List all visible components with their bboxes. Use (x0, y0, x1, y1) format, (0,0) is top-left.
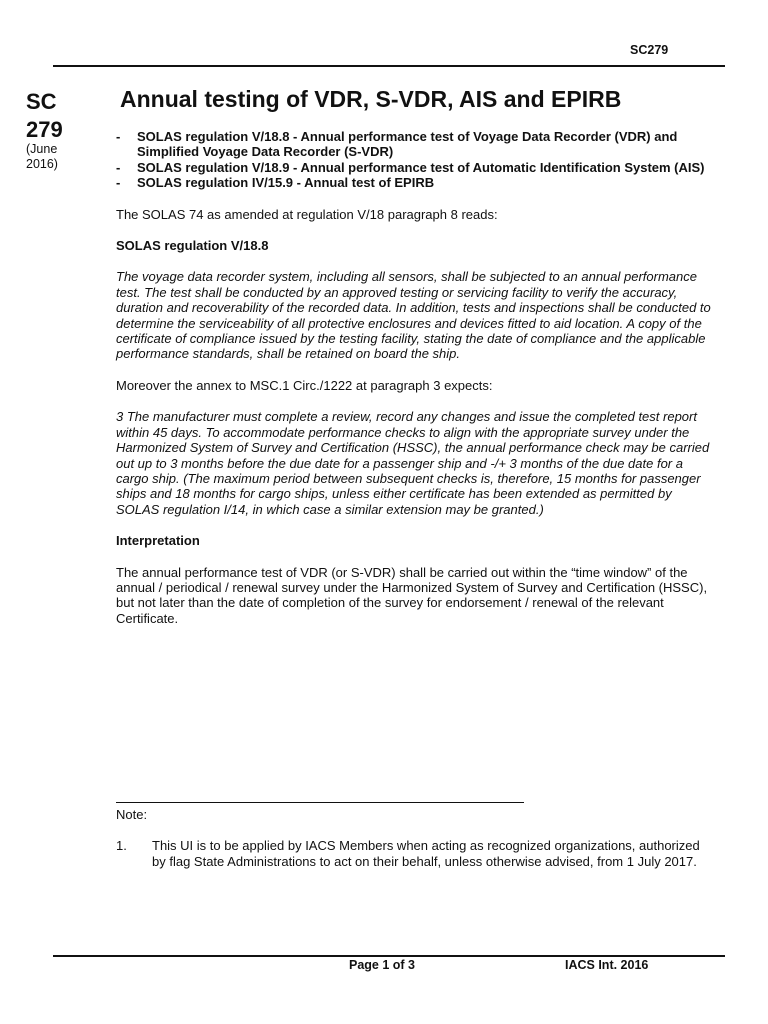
top-rule (53, 65, 725, 67)
annex-quote: 3 The manufacturer must complete a review, record any changes and issue the completed test report within 45 days. To accommodate performance checks to align with the appropriate survey under the Harmonized System of Survey and Certification (HSSC), the annual performance check may be carried out up to 3 months before the due date for a passenger ship and -/+ 3 months of the due date for a cargo ship. (The maximum period between subsequent checks is, therefore, 15 months for passenger ships and 18 months for cargo ships, unless either certificate has been extended as permitted by SOLAS regulation I/14, in which case a similar extension may be granted.) (116, 409, 710, 517)
note-label: Note: (116, 807, 148, 822)
bottom-rule (53, 955, 725, 957)
side-date-line1: (June (26, 142, 58, 156)
side-code-number: 279 (26, 117, 63, 142)
footer-organization: IACS Int. 2016 (565, 958, 649, 972)
side-code-prefix: SC (26, 89, 57, 114)
list-item (116, 129, 716, 160)
list-item (116, 160, 716, 175)
bullet-dash: - (116, 175, 121, 191)
list-item (116, 175, 716, 190)
list-item-text: SOLAS regulation V/18.8 - Annual performance test of Voyage Data Recorder (VDR) and Simplified Voyage Data Recorder (S-VDR) (137, 129, 678, 160)
list-item-text: SOLAS regulation IV/15.9 - Annual test of EPIRB (137, 175, 435, 191)
main-content (116, 129, 716, 626)
page-number: Page 1 of 3 (349, 958, 415, 972)
bullet-dash: - (116, 129, 121, 144)
document-code-header: SC279 (630, 43, 669, 57)
annex-intro-paragraph: Moreover the annex to MSC.1 Circ./1222 at paragraph 3 expects: (116, 377, 493, 393)
footnote-rule (116, 802, 524, 803)
regulation-quote: The voyage data recorder system, including all sensors, shall be subjected to an annual performance test. The test shall be conducted by an approved testing or servicing facility to verify the accuracy, duration and recoverability of the recorded data. In addition, tests and inspections shall be conducted to determine the serviceability of all protective enclosures and devices fitted to aid location. A copy of the certificate of compliance issued by the testing facility, stating the date of compliance and the applicable performance standards, shall be retained on board the ship. (116, 269, 711, 362)
note-number: 1. (116, 838, 127, 853)
side-date (26, 142, 96, 172)
regulation-heading: SOLAS regulation V/18.8 (116, 238, 269, 254)
note-text: This UI is to be applied by IACS Members when acting as recognized organizations, authorized by flag State Administrations to act on their behalf, unless otherwise advised, from 1 July 2017. (152, 838, 700, 869)
bullet-dash: - (116, 159, 121, 175)
interpretation-heading: Interpretation (116, 533, 200, 549)
regulation-list (116, 129, 716, 191)
page-title: Annual testing of VDR, S-VDR, AIS and EPIRB (120, 86, 622, 112)
list-item-text: SOLAS regulation V/18.9 - Annual performance test of Automatic Identification System (AIS) (137, 159, 705, 175)
intro-paragraph: The SOLAS 74 as amended at regulation V/18 paragraph 8 reads: (116, 206, 498, 222)
side-date-line2: 2016) (26, 157, 58, 171)
side-code (26, 88, 106, 144)
interpretation-paragraph: The annual performance test of VDR (or S-VDR) shall be carried out within the “time window” of the annual / periodical / renewal survey under the Harmonized System of Survey and Certification (HSSC), but not later than the date of completion of the survey for endorsement / renewal of the relevant Certificate. (116, 564, 708, 626)
